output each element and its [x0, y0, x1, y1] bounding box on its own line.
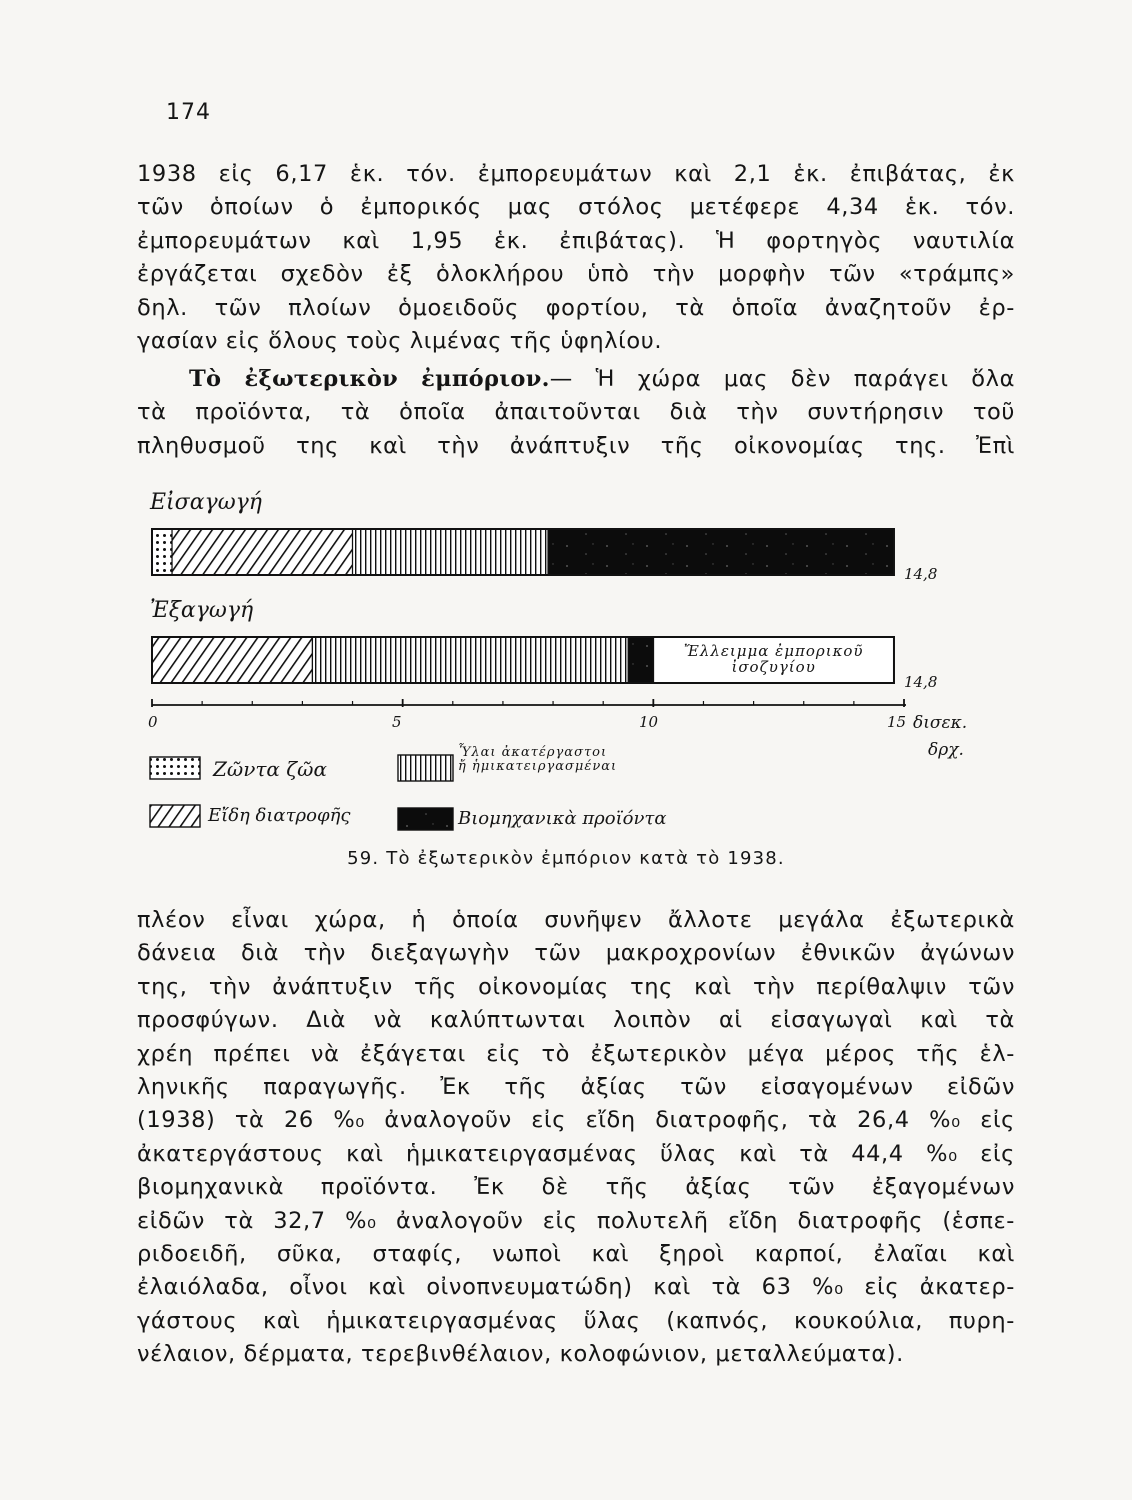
text-line: βιομηχανικὰ προϊόντα. Ἐκ δὲ τῆς ἀξίας τῶν ἐξαγομένων [137, 1174, 1015, 1201]
axis-unit-line2: δρχ. [928, 740, 964, 760]
axis-unit-line1: δισεκ. [913, 713, 968, 733]
text-line: ἀκατεργάστους καὶ ἡμικατειργασμένας ὕλας καὶ τὰ 44,4 %₀ εἰς [137, 1140, 1015, 1167]
bar-segment-exports-solid [628, 637, 653, 683]
text-line: δάνεια διὰ τὴν διεξαγωγὴν τῶν μακροχρονίων ἐθνικῶν ἀγώνων [137, 940, 1015, 967]
tick-label-5: 5 [392, 713, 402, 731]
legend-label-raw-line2: ἤ ἡμικατειργασμέναι [458, 759, 618, 774]
legend-swatch-live-animals [150, 757, 200, 779]
text-line: πληθυσμοῦ της καὶ τὴν ἀνάπτυξιν τῆς οἰκονομίας της. Ἐπὶ [137, 432, 1015, 459]
tick-label-0: 0 [148, 713, 158, 731]
legend-label-industrial: Βιομηχανικὰ προϊόντα [458, 808, 667, 829]
x-axis [152, 699, 906, 707]
legend-label-live-animals: Ζῶντα ζῶα [213, 757, 327, 781]
text-line: 1938 εἰς 6,17 ἑκ. τόν. ἐμπορευμάτων καὶ 2,1 ἑκ. ἐπιβάτας, ἐκ [137, 161, 1015, 187]
bar-segment-exports-diagonal [152, 637, 312, 683]
legend-swatch-raw [398, 755, 453, 781]
figure-caption: 59. Τὸ ἐξωτερικὸν ἐμπόριον κατὰ τὸ 1938. [347, 848, 785, 869]
legend-label-food: Εἴδη διατροφῆς [208, 805, 351, 826]
text-line: τῶν ὁποίων ὁ ἐμπορικός μας στόλος μετέφερε 4,34 ἑκ. τόν. [137, 194, 1015, 221]
bar-segment-imports-dots [152, 529, 172, 575]
text-line: γάστους καὶ ἡμικατειργασμένας ὕλας (καπνός, κουκούλια, πυρη- [137, 1307, 1015, 1334]
deficit-label-line2: ἰσοζυγίου [731, 658, 816, 676]
paragraph-trade-balance [137, 904, 1015, 1372]
text-line: τὰ προϊόντα, τὰ ὁποῖα ἀπαιτοῦνται διὰ τὴν συντήρησιν τοῦ [137, 399, 1015, 426]
legend-swatch-industrial [398, 808, 453, 830]
text-line: της, τὴν ἀνάπτυξιν τῆς οἰκονομίας της καὶ τὴν περίθαλψιν τῶν [137, 973, 1015, 1000]
imports-total-label: 14,8 [903, 565, 938, 583]
bar-segment-imports-solid [548, 529, 894, 575]
text-line: ἐμπορευμάτων καὶ 1,95 ἑκ. ἐπιβάτας). Ἡ φορτηγὸς ναυτιλία [137, 227, 1015, 254]
exports-total-label: 14,8 [903, 673, 938, 691]
page-number: 174 [166, 100, 211, 125]
text-line: ἐλαιόλαδα, οἶνοι καὶ οἰνοπνευματώδη) καὶ τὰ 63 %₀ εἰς ἀκατερ- [137, 1274, 1015, 1301]
text-line: πλέον εἶναι χώρα, ἡ ὁποία συνῆψεν ἄλλοτε μεγάλα ἐξωτερικὰ [137, 907, 1015, 933]
exports-label: Ἐξαγωγή [150, 598, 254, 623]
text-line: χρέη πρέπει νὰ ἐξάγεται εἰς τὸ ἐξωτερικὸν μέγα μέρος τῆς ἑλ- [137, 1040, 1015, 1067]
text-line: γασίαν εἰς ὅλους τοὺς λιμένας τῆς ὑφηλίου. [137, 328, 663, 355]
tick-label-15: 15 [887, 713, 907, 731]
imports-label: Εἰσαγωγή [150, 490, 262, 515]
text-line: ἐργάζεται σχεδὸν ἐξ ὁλοκλήρου ὑπὸ τὴν μορφὴν τῶν «τράμπς» [137, 261, 1015, 288]
section-heading: Τὸ ἐξωτερικὸν ἐμπόριον. [189, 366, 550, 392]
text-line: ριδοειδῆ, σῦκα, σταφίς, νωποὶ καὶ ξηροὶ καρποί, ἐλαῖαι καὶ [137, 1241, 1015, 1268]
deficit-label [653, 643, 894, 675]
tick-label-10: 10 [639, 713, 659, 731]
legend-label-raw [458, 746, 617, 774]
legend-label-raw-line1: Ὗλαι ἀκατέργαστοι [458, 745, 608, 760]
text-line: δηλ. τῶν πλοίων ὁμοειδοῦς φορτίου, τὰ ὁποῖα ἀναζητοῦν ἐρ- [137, 294, 1015, 321]
text-line: νέλαιον, δέρματα, τερεβινθέλαιον, κολοφώνιον, μεταλλεύματα). [137, 1341, 904, 1368]
text-line: (1938) τὰ 26 %₀ ἀναλογοῦν εἰς εἴδη διατροφῆς, τὰ 26,4 %₀ εἰς [137, 1107, 1015, 1134]
text-line: ληνικῆς παραγωγῆς. Ἐκ τῆς ἀξίας τῶν εἰσαγομένων εἰδῶν [137, 1074, 1015, 1101]
deficit-label-line1: Ἔλλειμμα ἐμπορικοῦ [683, 642, 864, 660]
legend-swatch-food [150, 805, 200, 827]
bar-segment-imports-diagonal [172, 529, 352, 575]
bar-segment-exports-vertical [312, 637, 628, 683]
bar-segment-imports-vertical [353, 529, 549, 575]
text-fragment: — Ἡ χώρα μας δὲν παράγει ὅλα [549, 366, 1015, 392]
text-line: προσφύγων. Διὰ νὰ καλύπτωνται λοιπὸν αἱ εἰσαγωγαὶ καὶ τὰ [137, 1007, 1015, 1034]
text-line: εἰδῶν τὰ 32,7 %₀ ἀναλογοῦν εἰς πολυτελῆ εἴδη διατροφῆς (ἑσπε- [137, 1207, 1015, 1234]
